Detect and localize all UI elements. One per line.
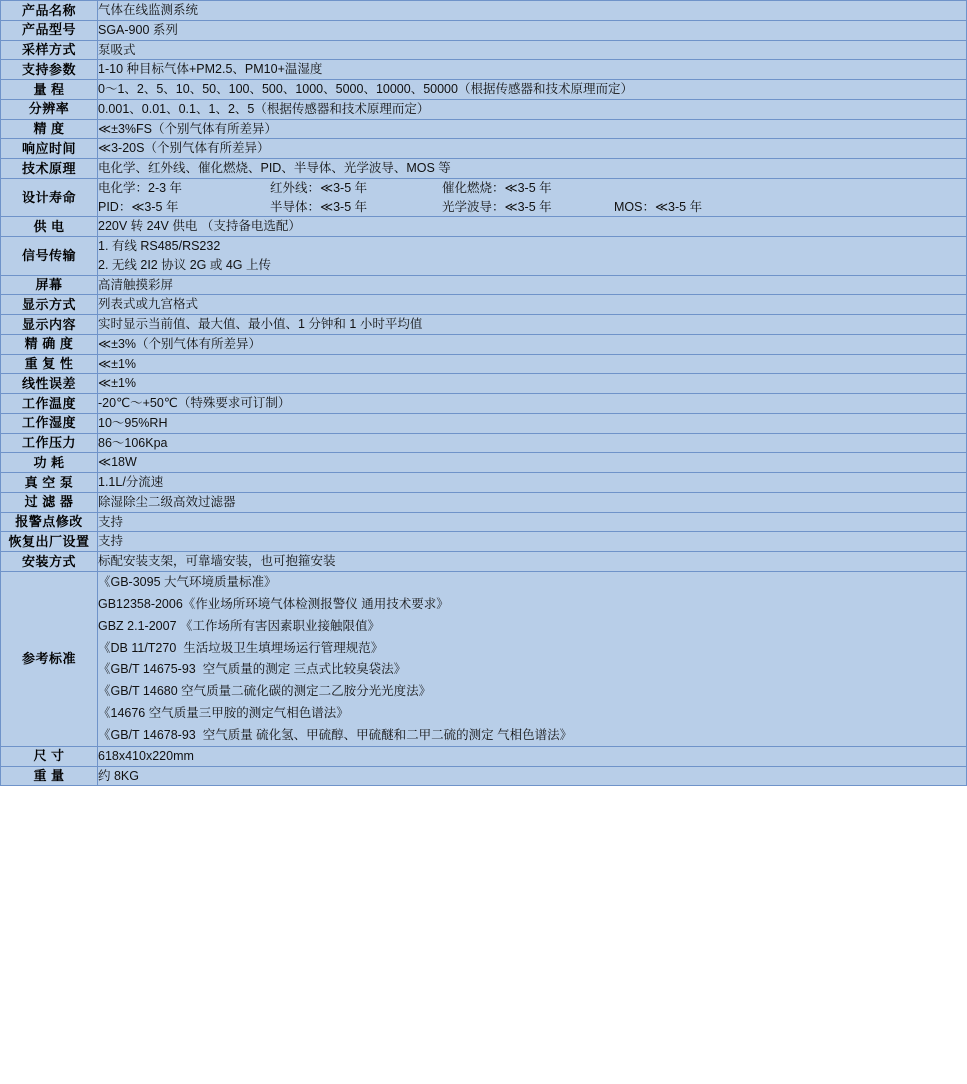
row-value [98,80,967,100]
row-value [98,119,967,139]
row-value [98,20,967,40]
row-value [98,354,967,374]
design-life-cell: 光学波导：≪3-5 年 [442,199,552,214]
table-row [1,1,967,21]
row-value [98,433,967,453]
value-line: 支持 [98,514,124,529]
row-label: 响应时间 [1,139,98,159]
table-row [1,178,967,217]
row-label: 量 程 [1,80,98,100]
row-label: 工作压力 [1,433,98,453]
reference-standard-item: 《GB/T 14675-93 空气质量的测定 三点式比较臭袋法》 [98,662,407,677]
design-life-row [98,179,966,198]
reference-standard-item: 《GB/T 14678-93 空气质量 硫化氢、甲硫醇、甲硫醚和二甲二硫的测定 气相色谱法》 [98,727,573,742]
table-row [1,20,967,40]
row-value [98,275,967,295]
row-label: 真 空 泵 [1,473,98,493]
value-line: ≪±3%（个别气体有所差异） [98,336,262,351]
row-label: 产品名称 [1,1,98,21]
table-row [1,315,967,335]
row-label: 供 电 [1,217,98,237]
row-label: 显示内容 [1,315,98,335]
table-row [1,552,967,572]
row-label: 精 度 [1,119,98,139]
table-row [1,492,967,512]
design-life-row [98,198,966,217]
table-row [1,159,967,179]
value-line: 气体在线监测系统 [98,3,199,17]
specification-table-body [1,1,967,786]
value-line: SGA-900 系列 [98,22,178,37]
row-label: 分辨率 [1,99,98,119]
table-row [1,119,967,139]
row-label: 产品型号 [1,20,98,40]
value-line: 实时显示当前值、最大值、最小值、1 分钟和 1 小时平均值 [98,317,423,331]
row-value [98,394,967,414]
row-value [98,492,967,512]
row-label: 过 滤 器 [1,492,98,512]
design-life-cell: PID：≪3-5 年 [98,199,179,214]
row-value [98,217,967,237]
table-row [1,394,967,414]
value-line: 列表式或九宫格式 [98,297,199,312]
table-row [1,512,967,532]
row-label: 支持参数 [1,60,98,80]
value-line: ≪18W [98,455,137,470]
table-row [1,354,967,374]
row-value [98,334,967,354]
row-label: 尺 寸 [1,746,98,766]
table-row [1,532,967,552]
row-label: 恢复出厂设置 [1,532,98,552]
row-value [98,40,967,60]
design-life-grid [98,179,966,217]
value-line: 1-10 种目标气体+PM2.5、PM10+温湿度 [98,62,323,77]
reference-standard-item: 《14676 空气质量三甲胺的测定气相色谱法》 [98,705,349,720]
value-line: ≪±1% [98,376,137,391]
value-line: 618x410x220mm [98,748,194,763]
row-label: 设计寿命 [1,178,98,217]
table-row [1,40,967,60]
value-line: 10～95%RH [98,415,168,430]
reference-standard-item: GBZ 2.1-2007 《工作场所有害因素职业接触限值》 [98,618,380,633]
row-value [98,746,967,766]
table-row [1,237,967,276]
value-line: ≪±1% [98,356,137,371]
value-line: 1. 有线 RS485/RS232 [98,239,221,253]
row-label: 工作湿度 [1,413,98,433]
row-value [98,60,967,80]
row-label: 参考标准 [1,571,98,746]
value-line: -20℃～+50℃（特殊要求可订制） [98,396,291,410]
row-value [98,99,967,119]
value-line: 标配安装支架，可靠墙安装，也可抱箍安装 [98,554,336,568]
value-line: 泵吸式 [98,42,136,57]
value-line: 电化学、红外线、催化燃烧、PID、半导体、光学波导、MOS 等 [98,161,451,175]
table-row [1,139,967,159]
value-line: 支持 [98,534,124,549]
row-value [98,512,967,532]
table-row [1,413,967,433]
table-row [1,374,967,394]
row-value [98,295,967,315]
table-row [1,473,967,493]
row-value [98,178,967,217]
design-life-cell: 电化学：2-3 年 [98,180,183,195]
value-line: 1.1L/分流速 [98,475,164,489]
value-line: 0～1、2、5、10、50、100、500、1000、5000、10000、50000（根据传感器和技术原理而定） [98,82,633,96]
table-row [1,60,967,80]
row-value [98,532,967,552]
reference-standards-list [98,572,966,746]
table-row [1,571,967,746]
value-line: ≪3-20S（个别气体有所差异） [98,141,270,156]
row-label: 安装方式 [1,552,98,572]
row-label: 重 复 性 [1,354,98,374]
value-line: 220V 转 24V 供电 （支持备电选配） [98,219,301,234]
table-row [1,746,967,766]
reference-standard-item: 《GB/T 14680 空气质量二硫化碳的测定二乙胺分光光度法》 [98,684,432,698]
row-value [98,237,967,276]
row-value [98,571,967,746]
row-label: 屏幕 [1,275,98,295]
table-row [1,295,967,315]
row-label: 采样方式 [1,40,98,60]
row-label: 工作温度 [1,394,98,414]
design-life-cell: 催化燃烧：≪3-5 年 [442,180,552,195]
reference-standard-item: GB12358-2006《作业场所环境气体检测报警仪 通用技术要求》 [98,597,449,611]
table-row [1,334,967,354]
row-label: 技术原理 [1,159,98,179]
row-value [98,315,967,335]
table-row [1,99,967,119]
design-life-cell: MOS：≪3-5 年 [614,199,703,214]
row-value [98,139,967,159]
row-value [98,413,967,433]
value-line: 约 8KG [98,768,139,783]
row-label: 显示方式 [1,295,98,315]
row-label: 报警点修改 [1,512,98,532]
row-label: 精 确 度 [1,334,98,354]
row-value [98,374,967,394]
table-row [1,275,967,295]
reference-standard-item: 《GB-3095 大气环境质量标准》 [98,575,277,590]
value-line: 除湿除尘二级高效过滤器 [98,494,236,509]
table-row [1,80,967,100]
row-value [98,453,967,473]
row-value [98,159,967,179]
reference-standard-item: 《DB 11/T270 生活垃圾卫生填埋场运行管理规范》 [98,640,384,655]
value-line: 0.001、0.01、0.1、1、2、5（根据传感器和技术原理而定） [98,101,430,116]
value-line: 高清触摸彩屏 [98,277,174,292]
value-line: 86～106Kpa [98,435,168,450]
row-label: 线性误差 [1,374,98,394]
row-label: 信号传输 [1,237,98,276]
value-line: ≪±3%FS（个别气体有所差异） [98,121,277,136]
design-life-cell: 半导体：≪3-5 年 [270,199,368,214]
table-row [1,433,967,453]
row-label: 功 耗 [1,453,98,473]
table-row [1,453,967,473]
value-line: 2. 无线 2I2 协议 2G 或 4G 上传 [98,257,271,272]
row-value [98,473,967,493]
row-value [98,766,967,786]
row-value [98,1,967,21]
table-row [1,766,967,786]
row-value [98,552,967,572]
row-label: 重 量 [1,766,98,786]
table-row [1,217,967,237]
design-life-cell: 红外线：≪3-5 年 [270,180,368,195]
